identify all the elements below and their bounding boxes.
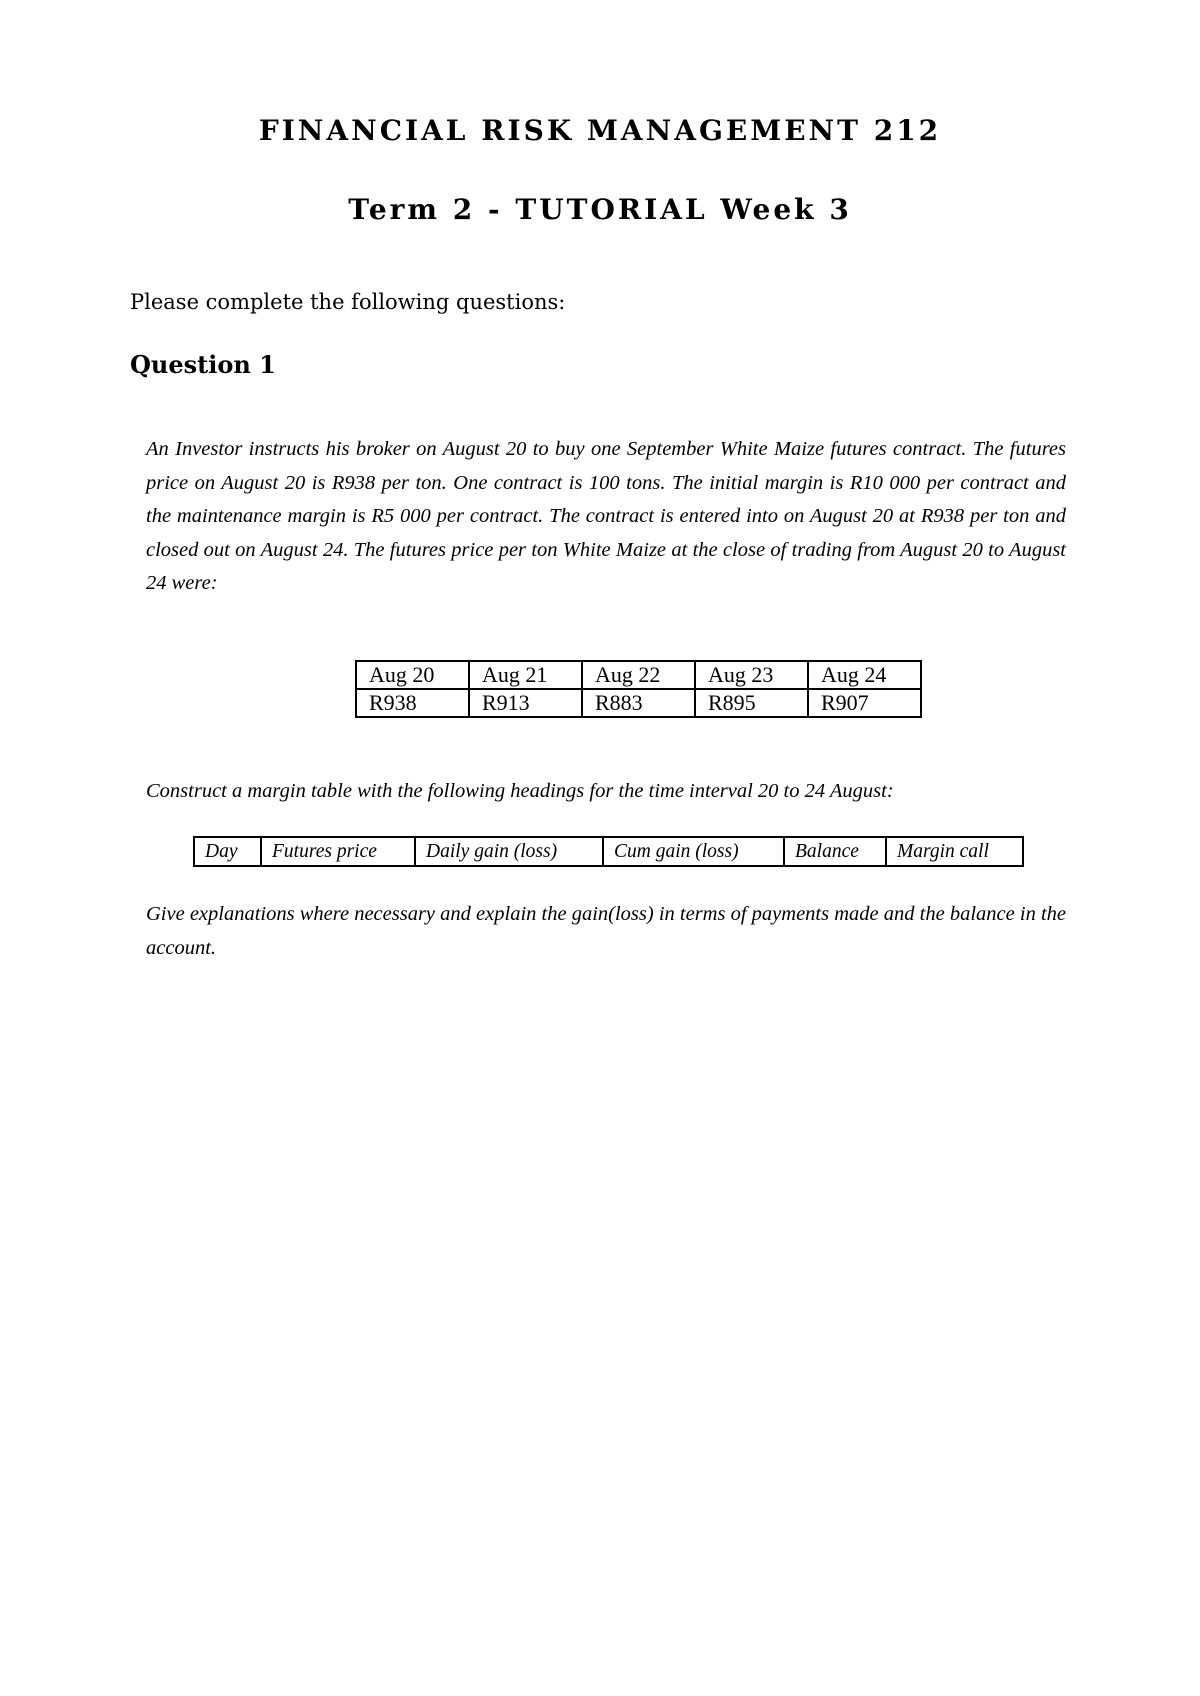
document-subtitle: Term 2 - TUTORIAL Week 3: [348, 193, 852, 226]
date-cell: Aug 22: [582, 661, 695, 689]
date-cell: Aug 20: [356, 661, 469, 689]
heading-cell-daily-gain: Daily gain (loss): [415, 837, 603, 866]
price-cell: R938: [356, 689, 469, 717]
price-cell: R913: [469, 689, 582, 717]
question-heading: Question 1: [130, 350, 276, 379]
date-cell: Aug 21: [469, 661, 582, 689]
price-table-price-row: [356, 689, 921, 717]
heading-cell-futures-price: Futures price: [261, 837, 415, 866]
question-paragraph-1: An Investor instructs his broker on August 20 to buy one September White Maize futures contract. The futures price on August 20 is R938 per ton. One contract is 100 tons. The initial margin is R10 000 per contract and the maintenance margin is R5 000 per contract. The contract is entered into on August 20 at R938 per ton and closed out on August 24. The futures price per ton White Maize at the close of trading from August 20 to August 24 were:: [146, 438, 1066, 595]
price-cell: R895: [695, 689, 808, 717]
document-title: FINANCIAL RISK MANAGEMENT 212: [258, 114, 942, 147]
price-cell: R883: [582, 689, 695, 717]
futures-price-table: [355, 660, 922, 718]
margin-heading-row: [194, 837, 1023, 866]
price-cell: R907: [808, 689, 921, 717]
heading-cell-margin-call: Margin call: [886, 837, 1023, 866]
margin-table-headings: [193, 836, 1024, 867]
date-cell: Aug 23: [695, 661, 808, 689]
heading-cell-day: Day: [194, 837, 261, 866]
question-paragraph-2: Construct a margin table with the following headings for the time interval 20 to 24 August:: [146, 780, 894, 802]
date-cell: Aug 24: [808, 661, 921, 689]
heading-cell-cum-gain: Cum gain (loss): [603, 837, 784, 866]
intro-text: Please complete the following questions:: [130, 290, 566, 314]
question-paragraph-3: Give explanations where necessary and explain the gain(loss) in terms of payments made and the balance in the account.: [146, 903, 1066, 959]
heading-cell-balance: Balance: [784, 837, 886, 866]
price-table-date-row: [356, 661, 921, 689]
